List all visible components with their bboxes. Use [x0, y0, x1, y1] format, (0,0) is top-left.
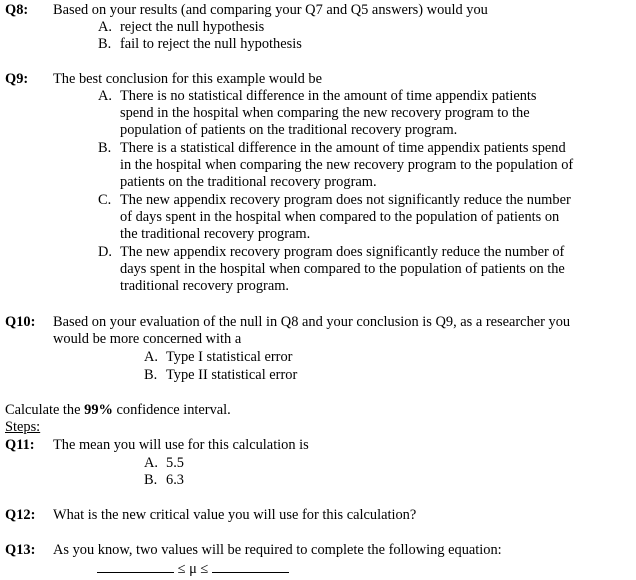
equation-symbols: ≤ μ ≤	[177, 561, 209, 577]
option-line: There is a statistical difference in the amount of time appendix patients spend	[120, 140, 566, 156]
option-line: traditional recovery program.	[120, 278, 290, 294]
option-line: of days spent in the hospital when compared to the population of patients on	[120, 209, 560, 225]
q12-label: Q12:	[5, 507, 36, 523]
option-letter: C.	[98, 192, 112, 208]
option-letter: B.	[144, 367, 158, 383]
option-line: population of patients on the traditional recovery program.	[120, 122, 458, 138]
ci-percent: 99%	[84, 402, 113, 418]
option-line: There is no statistical difference in the amount of time appendix patients	[120, 88, 537, 104]
q8-question: Based on your results (and comparing your Q7 and Q5 answers) would you	[53, 2, 488, 18]
q13-label: Q13:	[5, 542, 36, 558]
q8-option-b	[98, 36, 302, 53]
q9-option-a	[98, 88, 537, 105]
q13-equation	[97, 559, 289, 578]
q10-question-line: Based on your evaluation of the null in Q8 and your conclusion is Q9, as a researcher you	[53, 314, 571, 330]
q9-option-c	[98, 192, 571, 209]
q10-question-line: would be more concerned with a	[53, 331, 242, 347]
ci-suffix: confidence interval.	[112, 402, 231, 418]
q11-option-b	[144, 472, 184, 489]
q8-option-a	[98, 19, 264, 36]
q12-question: What is the new critical value you will use for this calculation?	[53, 507, 417, 523]
option-text: fail to reject the null hypothesis	[120, 36, 302, 52]
option-letter: B.	[98, 140, 112, 156]
steps-heading: Steps:	[5, 419, 41, 435]
q11-question: The mean you will use for this calculation is	[53, 437, 309, 453]
q10-option-a	[144, 349, 292, 366]
q9-question: The best conclusion for this example would be	[53, 71, 322, 87]
q9-option-d	[98, 244, 564, 261]
q11-label: Q11:	[5, 437, 35, 453]
option-line: The new appendix recovery program does not significantly reduce the number	[120, 192, 571, 208]
ci-instruction	[5, 402, 231, 419]
option-text: 6.3	[166, 472, 184, 488]
lower-bound-blank[interactable]	[97, 559, 174, 573]
option-letter: D.	[98, 244, 112, 260]
upper-bound-blank[interactable]	[212, 559, 289, 573]
q9-option-b	[98, 140, 566, 157]
option-line: the traditional recovery program.	[120, 226, 311, 242]
option-text: 5.5	[166, 455, 184, 471]
option-text: Type II statistical error	[166, 367, 298, 383]
q10-label: Q10:	[5, 314, 36, 330]
q9-label: Q9:	[5, 71, 29, 87]
option-letter: B.	[144, 472, 158, 488]
q13-question: As you know, two values will be required to complete the following equation:	[53, 542, 502, 558]
option-letter: A.	[98, 88, 112, 104]
option-line: in the hospital when comparing the new recovery program to the population of	[120, 157, 574, 173]
q10-option-b	[144, 367, 297, 384]
q11-option-a	[144, 455, 184, 472]
q8-label: Q8:	[5, 2, 29, 18]
ci-prefix: Calculate the	[5, 402, 85, 418]
option-line: The new appendix recovery program does significantly reduce the number of	[120, 244, 565, 260]
option-line: spend in the hospital when comparing the new recovery program to the	[120, 105, 530, 121]
option-line: patients on the traditional recovery program.	[120, 174, 377, 190]
option-letter: A.	[144, 349, 158, 365]
option-text: reject the null hypothesis	[120, 19, 265, 35]
option-line: days spent in the hospital when compared to the population of patients on the	[120, 261, 565, 277]
option-letter: A.	[98, 19, 112, 35]
option-text: Type I statistical error	[166, 349, 293, 365]
option-letter: B.	[98, 36, 112, 52]
option-letter: A.	[144, 455, 158, 471]
